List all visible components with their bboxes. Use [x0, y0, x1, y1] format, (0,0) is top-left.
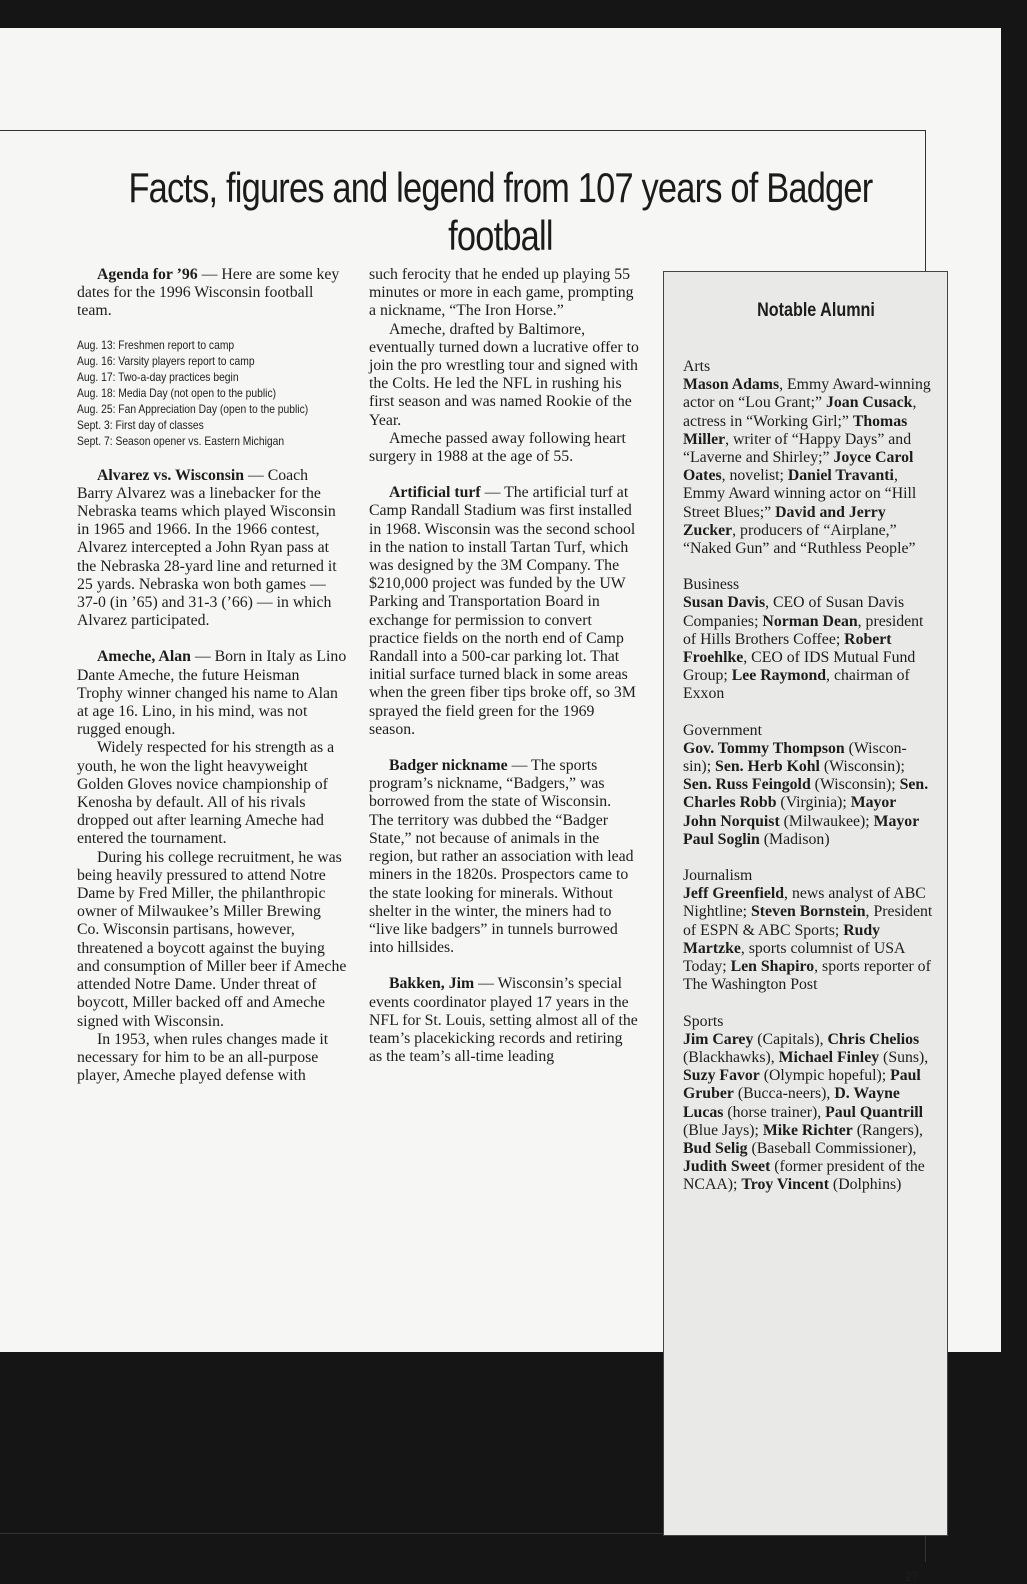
ameche-entry — [77, 648, 347, 739]
alumni-description: , news analyst of ABC Nightline; — [683, 885, 926, 921]
alumni-name: Sen. Russ Feingold — [683, 776, 811, 794]
alumni-name: Steven Bornstein — [751, 903, 866, 921]
alumni-name: Michael Finley — [778, 1048, 880, 1066]
alumni-description: (Wisconsin); — [819, 758, 905, 776]
alumni-name: Judith Sweet — [683, 1158, 771, 1176]
alumni-name: Bud Selig — [683, 1139, 748, 1157]
paragraph: Widely respected for his strength as a youth, he won the light heavyweight Golden Gloves novice championship of Kenosha by default. All of his rivals dropped out after learning Ameche had entered the tournament. — [77, 739, 335, 848]
alumni-description: , Emmy Award-winning actor on “Lou Grant;” — [683, 376, 931, 412]
paragraph: Ameche, drafted by Baltimore, eventually turned down a lucrative offer to join the pro wrestling tour and signed with the Colts. He led the NFL in rushing his first season and was named Rookie of the Year. — [369, 320, 639, 429]
paragraph: such ferocity that he ended up playing 55 minutes or more in each game, prompting a nickname, “The Iron Horse.” — [369, 266, 634, 320]
turf-text: — The artificial turf at Camp Randall Stadium was first installed in 1968. Wisconsin was the second school in the nation to install Tartan Turf, which was designed by the 3M Company. The $210,000 project was funded by the UW Parking and Transportation Board in exchange for permission to convert practice fields on the north end of Camp Randall into a 500-car parking lot. That initial surface turned black in some areas when the green fiber tips broke off, so 3M sprayed the field green for the 1969 season. — [369, 484, 636, 738]
alumni-description: , producers of “Airplane,” “Naked Gun” and “Ruthless People” — [683, 521, 916, 558]
alumni-name: Jim Carey — [683, 1030, 754, 1048]
schedule-item: Sept. 3: First day of classes — [77, 417, 204, 432]
schedule-item: Aug. 25: Fan Appreciation Day (open to the public) — [77, 401, 309, 416]
page-title: Facts, figures and legend from 107 years of Badger football — [128, 164, 873, 259]
column-left — [77, 266, 347, 1085]
alumni-description: (Olympic hopeful); — [759, 1067, 891, 1085]
alvarez-heading: Alvarez vs. Wisconsin — [97, 466, 245, 484]
alumni-name: Jeff Greenfield — [683, 885, 785, 903]
bakken-heading: Bakken, Jim — [389, 975, 475, 993]
alumni-description: , president of Hills Brothers Coffee; — [683, 612, 924, 648]
ameche-text: — Born in Italy as Lino Dante Ameche, the future Heisman Trophy winner changed his name to Alan at age 16. Lino, in his mind, was not rugged enough. — [77, 648, 347, 739]
alumni-section-government — [683, 722, 933, 849]
alumni-name: Paul Gruber — [683, 1067, 921, 1103]
bakken-entry — [369, 975, 639, 1066]
agenda-intro: — Here are some key dates for the 1996 Wisconsin football team. — [77, 266, 340, 320]
alumni-description: , chairman of Exxon — [683, 667, 910, 703]
alumni-name: Mike Richter — [762, 1121, 853, 1139]
paragraph: During his college recruitment, he was being heavily pressured to attend Notre Dame by Fred Miller, the philanthropic owner of Milwaukee’s Miller Brewing Co. Wisconsin partisans, however, threatened a boycott against the buying and consumption of Miller beer if Ameche attended Notre Dame. Under threat of boycott, Miller backed off and Ameche signed with Wisconsin. — [77, 848, 347, 1030]
alumni-name: Chris Chelios — [827, 1030, 920, 1048]
alumni-description: , Emmy Award winning actor on “Hill Street Blues;” — [683, 467, 917, 521]
alumni-name: Lee Raymond — [731, 667, 827, 685]
alumni-category: Business — [683, 576, 740, 594]
alumni-entries — [683, 740, 933, 849]
alumni-description: (Blackhawks), — [683, 1048, 779, 1066]
paragraph: Ameche passed away following heart surgery in 1988 at the age of 55. — [369, 429, 626, 466]
alumni-description: (Wiscon-sin); — [683, 739, 907, 776]
schedule-item: Aug. 13: Freshmen report to camp — [77, 337, 235, 352]
nickname-text: — The sports program’s nickname, “Badgers,” was borrowed from the state of Wisconsin. The territory was dubbed the “Badger State,” not because of animals in the region, but rather an association with lead miners in the 1820s. Prospectors came to the state looking for minerals. Without shelter in the winter, the miners had to “live like badgers” in tunnels burrowed into hillsides. — [369, 757, 634, 957]
alumni-description: (Capitals), — [753, 1030, 828, 1048]
column-middle — [369, 266, 639, 1066]
alumni-name: David and Jerry Zucker — [683, 503, 886, 539]
alumni-name: Len Shapiro — [730, 958, 815, 976]
alumni-description: (Virginia); — [776, 794, 851, 812]
agenda-heading: Agenda for ’96 — [97, 266, 198, 283]
alumni-category: Government — [683, 721, 762, 739]
alumni-name: Robert Froehlke — [683, 630, 892, 667]
alumni-list — [683, 358, 947, 1195]
alumni-name: Joan Cusack — [826, 394, 913, 412]
alumni-name: Mason Adams — [683, 376, 780, 394]
alumni-name: Troy Vincent — [741, 1176, 829, 1194]
alumni-description: (Suns), — [879, 1048, 929, 1066]
alumni-section-sports — [683, 1013, 933, 1195]
alumni-section-arts — [683, 358, 933, 558]
alumni-description: (Blue Jays); — [683, 1121, 763, 1139]
alumni-description: (Milwaukee); — [779, 812, 874, 830]
alumni-name: Thomas Miller — [683, 412, 908, 448]
alumni-name: Mayor John Norquist — [683, 794, 897, 830]
schedule-item: Aug. 17: Two-a-day practices begin — [77, 369, 239, 384]
alumni-entries — [683, 885, 933, 994]
sidebar-title: Notable Alumni — [757, 300, 875, 321]
alumni-description: , sports reporter of The Washington Post — [683, 958, 931, 994]
turf-heading: Artificial turf — [389, 484, 481, 502]
alumni-name: Sen. Charles Robb — [683, 776, 929, 812]
ameche-heading: Ameche, Alan — [97, 648, 191, 666]
alumni-description: , novelist; — [721, 467, 788, 485]
alumni-description: (Baseball Commissioner), — [747, 1139, 917, 1157]
paragraph: In 1953, when rules changes made it necessary for him to be an all-purpose player, Ameche played defense with — [77, 1030, 329, 1085]
schedule-list — [77, 337, 352, 449]
alumni-name: Mayor Paul Soglin — [683, 812, 919, 848]
schedule-item: Aug. 18: Media Day (not open to the public) — [77, 385, 277, 400]
alumni-description: , CEO of Susan Davis Companies; — [683, 594, 905, 630]
schedule-item: Sept. 7: Season opener vs. Eastern Michigan — [77, 433, 285, 448]
alumni-description: , writer of “Happy Days” and “Laverne and Shirley;” — [683, 430, 912, 467]
alvarez-text: — Coach Barry Alvarez was a linebacker for the Nebraska teams which played Wisconsin in 1965 and 1966. In the 1966 contest, Alvarez intercepted a John Ryan pass at the Nebraska 28-yard line and returned it 25 yards. Nebraska won both games — 37-0 (in ’65) and 31-3 (’66) — in which Alvarez participated. — [77, 466, 337, 630]
alumni-description: , sports columnist of USA Today; — [683, 939, 905, 976]
alumni-entries — [683, 376, 933, 558]
alumni-name: Sen. Herb Kohl — [715, 758, 820, 776]
top-rule — [0, 130, 926, 131]
alumni-entries — [683, 1031, 933, 1195]
alumni-description: (Dolphins) — [828, 1176, 902, 1194]
alumni-name: Rudy Martzke — [683, 921, 881, 957]
alumni-description: (Madison) — [759, 830, 830, 848]
alumni-name: Daniel Travanti — [787, 467, 894, 485]
alumni-description: , actress in “Working Girl;” — [683, 394, 917, 430]
alumni-section-business — [683, 576, 933, 703]
alumni-category: Journalism — [683, 867, 753, 885]
alumni-description: , President of ESPN & ABC Sports; — [683, 903, 933, 939]
nickname-heading: Badger nickname — [389, 757, 508, 775]
alumni-entries — [683, 594, 933, 703]
alumni-description: (former president of the NCAA); — [683, 1158, 925, 1194]
alumni-name: Suzy Favor — [683, 1067, 760, 1085]
alumni-description: (horse trainer), — [723, 1103, 826, 1121]
alumni-description: (Wisconsin); — [810, 776, 900, 794]
alvarez-entry — [77, 467, 347, 631]
nickname-entry — [369, 757, 639, 957]
alumni-name: Paul Quantrill — [825, 1103, 924, 1121]
alumni-description: (Rangers), — [852, 1121, 923, 1139]
alumni-section-journalism — [683, 867, 933, 994]
schedule-item: Aug. 16: Varsity players report to camp — [77, 353, 255, 368]
page-number: 27 — [905, 1568, 919, 1584]
alumni-name: D. Wayne Lucas — [683, 1085, 900, 1121]
notable-alumni-sidebar — [663, 271, 948, 1536]
alumni-name: Susan Davis — [683, 594, 766, 612]
alumni-description: , CEO of IDS Mutual Fund Group; — [683, 649, 916, 685]
alumni-name: Gov. Tommy Thompson — [683, 739, 845, 757]
alumni-name: Norman Dean — [762, 612, 858, 630]
alumni-category: Sports — [683, 1012, 724, 1030]
bakken-text: — Wisconsin’s special events coordinator played 17 years in the NFL for St. Louis, setting almost all of the team’s placekicking records and retiring as the team’s all-time leading — [369, 975, 638, 1066]
alumni-category: Arts — [683, 358, 711, 375]
turf-entry — [369, 484, 639, 739]
alumni-description: (Bucca-neers), — [733, 1085, 835, 1103]
alumni-name: Joyce Carol Oates — [683, 449, 914, 485]
